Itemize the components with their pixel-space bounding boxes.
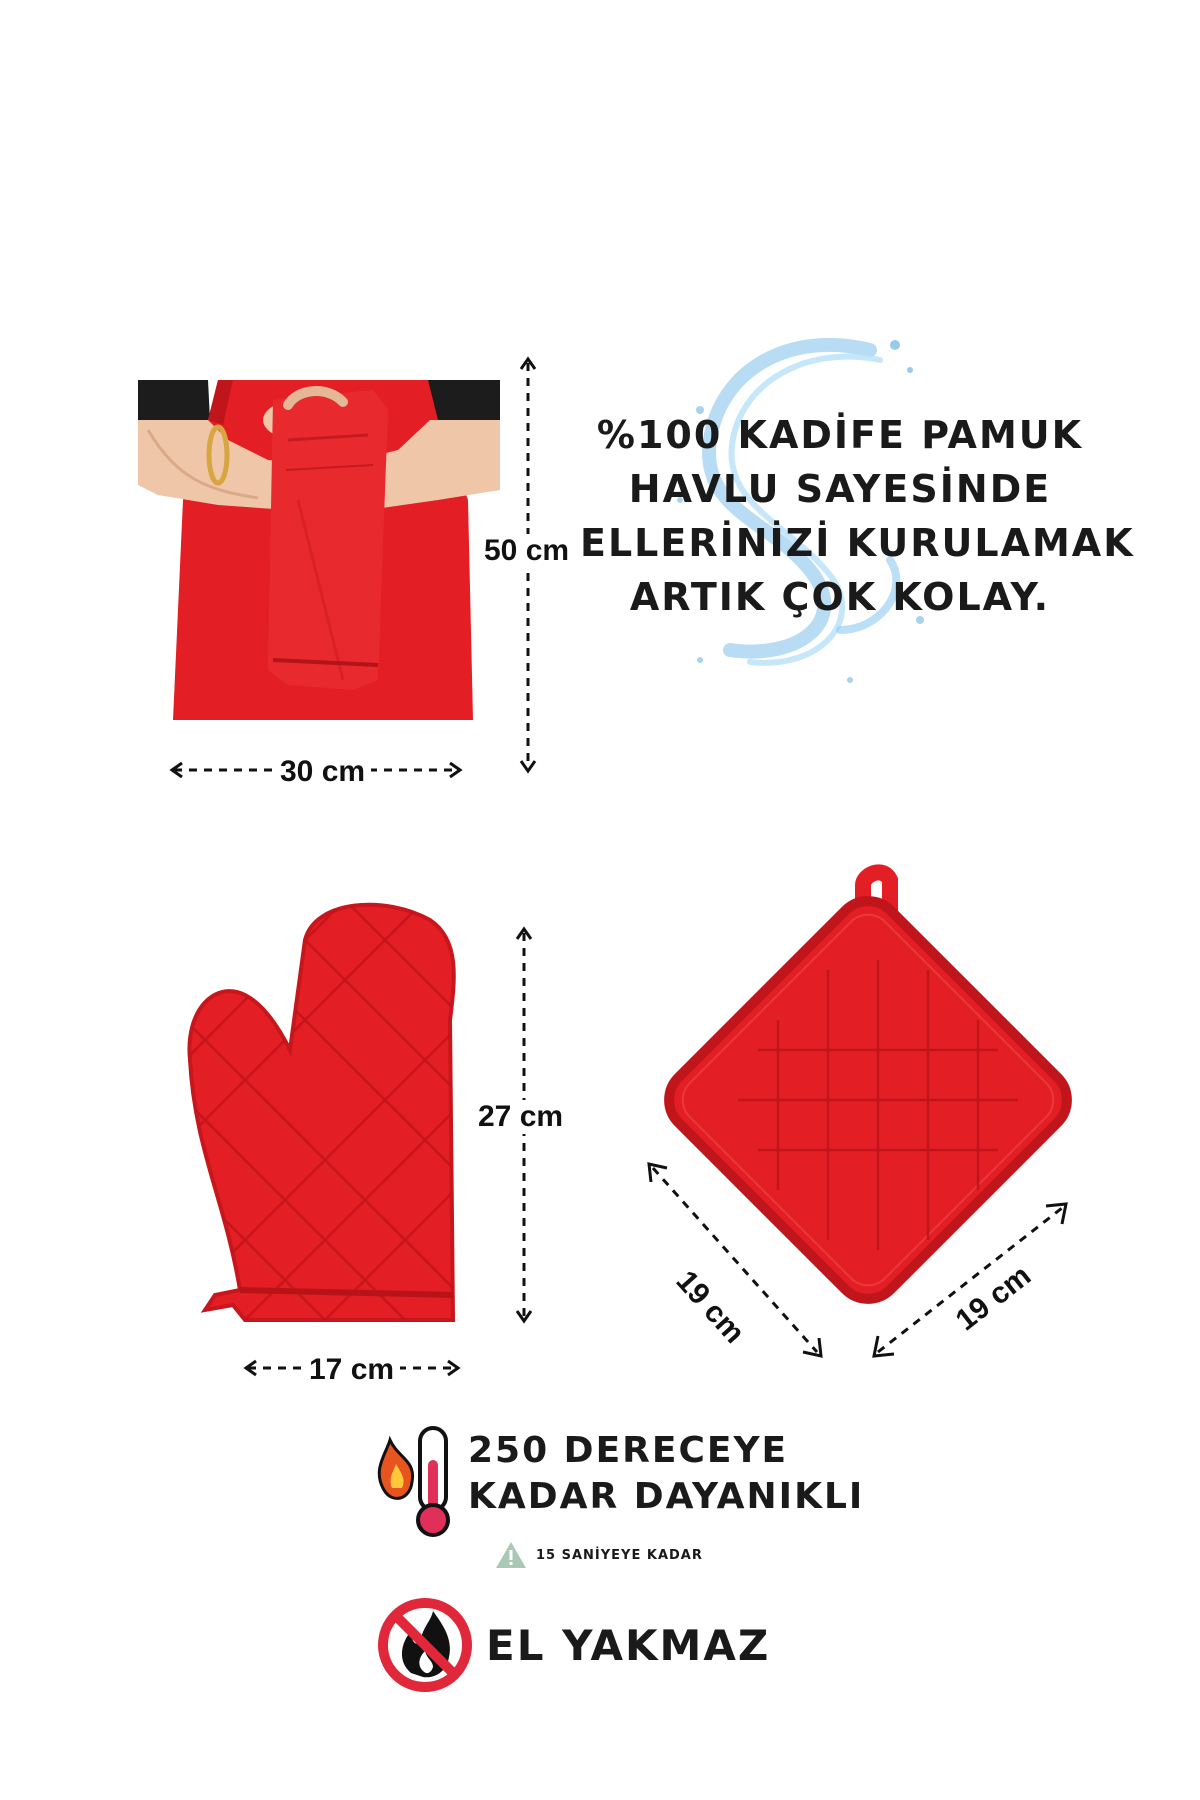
potholder-side-b-label: 19 cm: [945, 1255, 1042, 1342]
claim-line-4: ARTIK ÇOK KOLAY.: [629, 575, 1051, 619]
claim-line-3: ELLERİNİZİ KURULAMAK: [580, 521, 1135, 565]
claim-line-1: %100 KADİFE PAMUK: [596, 413, 1084, 457]
heat-line-1: 250 DERECEYE: [468, 1430, 789, 1471]
no-burn-label: EL YAKMAZ: [486, 1621, 771, 1670]
no-fire-icon: [375, 1595, 475, 1695]
towel-width-label: 30 cm: [274, 755, 371, 789]
cotton-claim: [580, 408, 1135, 624]
heat-note: 15 SANİYEYE KADAR: [536, 1548, 703, 1563]
mitt-height-label: 27 cm: [472, 1100, 569, 1134]
claim-line-2: HAVLU SAYESİNDE: [628, 467, 1052, 511]
potholder-side-a-label: 19 cm: [665, 1260, 755, 1355]
thermometer-flame-icon: [372, 1420, 462, 1538]
oven-mitt-image: [185, 900, 470, 1330]
heat-line-2: KADAR DAYANIKLI: [468, 1476, 865, 1517]
towel-photo: [138, 380, 500, 720]
warning-icon: [494, 1540, 528, 1570]
mitt-width-label: 17 cm: [303, 1353, 400, 1387]
towel-height-label: 50 cm: [478, 534, 575, 568]
